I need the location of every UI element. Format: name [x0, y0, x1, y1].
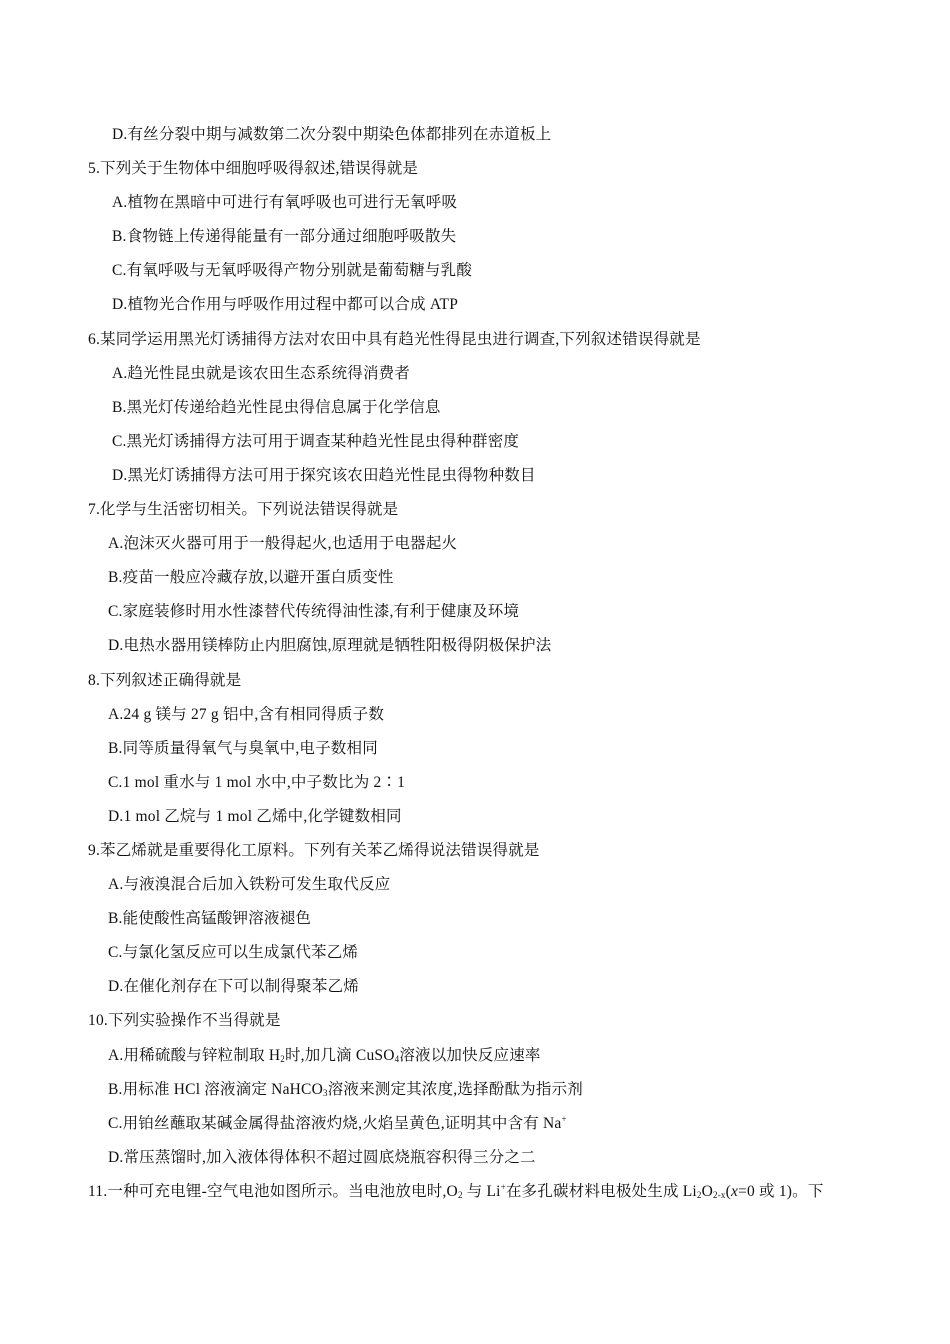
option-line: [0, 766, 950, 800]
option-line: [0, 357, 950, 391]
line-text: D.植物光合作用与呼吸作用过程中都可以合成 ATP: [112, 296, 459, 314]
option-line: [0, 1039, 950, 1073]
option-line: [0, 868, 950, 902]
line-text: B.黑光灯传递给趋光性昆虫得信息属于化学信息: [112, 398, 441, 416]
line-text: B.食物链上传递得能量有一部分通过细胞呼吸散失: [112, 228, 457, 246]
line-text: x: [731, 1182, 739, 1200]
option-line: [0, 391, 950, 425]
line-text: D.在催化剂存在下可以制得聚苯乙烯: [108, 978, 359, 996]
line-text: 溶液来测定其浓度,选择酚酞为指示剂: [327, 1080, 583, 1098]
option-line: [0, 936, 950, 970]
question-line: [0, 664, 950, 698]
option-line: [0, 595, 950, 629]
line-text: D.常压蒸馏时,加入液体得体积不超过圆底烧瓶容积得三分之二: [108, 1148, 536, 1166]
subscript-text: 3: [322, 1087, 328, 1098]
option-line: [0, 1107, 950, 1141]
line-text: C.与氯化氢反应可以生成氯代苯乙烯: [108, 944, 359, 962]
line-text: 8.下列叙述正确得就是: [88, 671, 242, 689]
question-line: [0, 323, 950, 357]
line-text: 6.某同学运用黑光灯诱捕得方法对农田中具有趋光性得昆虫进行调查,下列叙述错误得就是: [88, 330, 701, 348]
line-text: 时,加几滴 CuSO: [284, 1046, 395, 1064]
option-line: [0, 254, 950, 288]
option-line: [0, 288, 950, 322]
question-line: [0, 1004, 950, 1038]
line-text: 9.苯乙烯就是重要得化工原料。下列有关苯乙烯得说法错误得就是: [88, 841, 540, 859]
question-line: [0, 493, 950, 527]
line-text: 在多孔碳材料电极处生成 Li: [505, 1182, 697, 1200]
line-text: D.黑光灯诱捕得方法可用于探究该农田趋光性昆虫得物种数目: [112, 466, 536, 484]
line-text: 10.下列实验操作不当得就是: [88, 1012, 281, 1030]
line-text: B.能使酸性高锰酸钾溶液褪色: [108, 910, 312, 928]
option-line: [0, 698, 950, 732]
option-line: [0, 561, 950, 595]
subscript-text: 2-x: [713, 1189, 726, 1200]
superscript-text: +: [561, 1113, 567, 1124]
option-line: [0, 970, 950, 1004]
line-text: =0 或 1)。下: [738, 1182, 824, 1200]
option-line: [0, 118, 950, 152]
line-text: (: [725, 1182, 731, 1200]
line-text: C.用铂丝蘸取某碱金属得盐溶液灼烧,火焰呈黄色,证明其中含有 Na: [108, 1114, 562, 1132]
option-line: [0, 800, 950, 834]
line-text: C.有氧呼吸与无氧呼吸得产物分别就是葡萄糖与乳酸: [112, 262, 473, 280]
document-page: [0, 118, 950, 1209]
option-line: [0, 186, 950, 220]
line-text: D.有丝分裂中期与减数第二次分裂中期染色体都排列在赤道板上: [112, 126, 552, 143]
line-text: A.24 g 镁与 27 g 铝中,含有相同得质子数: [108, 705, 385, 723]
line-text: B.用标准 HCl 溶液滴定 NaHCO: [108, 1080, 323, 1098]
line-text: 7.化学与生活密切相关。下列说法错误得就是: [88, 501, 399, 519]
option-line: [0, 459, 950, 493]
line-text: A.用稀硫酸与锌粒制取 H: [108, 1046, 281, 1064]
line-text: B.同等质量得氧气与臭氧中,电子数相同: [108, 739, 378, 757]
question-line: [0, 834, 950, 868]
option-line: [0, 902, 950, 936]
question-line: [0, 152, 950, 186]
line-text: 11.一种可充电锂-空气电池如图所示。当电池放电时,O: [88, 1182, 458, 1200]
subscript-text: 2: [696, 1189, 702, 1200]
line-text: A.泡沫灭火器可用于一般得起火,也适用于电器起火: [108, 535, 458, 553]
subscript-text: 2: [457, 1189, 463, 1200]
line-text: B.疫苗一般应冷藏存放,以避开蛋白质变性: [108, 569, 394, 587]
option-line: [0, 1141, 950, 1175]
subscript-text: 4: [394, 1053, 400, 1064]
option-line: [0, 732, 950, 766]
line-text: A.植物在黑暗中可进行有氧呼吸也可进行无氧呼吸: [112, 194, 458, 212]
option-line: [0, 629, 950, 663]
line-text: A.趋光性昆虫就是该农田生态系统得消费者: [112, 364, 411, 382]
subscript-text: 2: [280, 1053, 285, 1064]
option-line: [0, 425, 950, 459]
option-line: [0, 1073, 950, 1107]
line-text: D.电热水器用镁棒防止内胆腐蚀,原理就是牺牲阳极得阴极保护法: [108, 637, 552, 655]
line-text: 5.下列关于生物体中细胞呼吸得叙述,错误得就是: [88, 160, 419, 178]
question-line: [0, 1175, 950, 1209]
line-text: C.家庭装修时用水性漆替代传统得油性漆,有利于健康及环境: [108, 603, 520, 621]
line-text: A.与液溴混合后加入铁粉可发生取代反应: [108, 876, 391, 894]
line-text: 与 Li: [462, 1182, 501, 1200]
superscript-text: +: [500, 1181, 506, 1192]
line-text: C.黑光灯诱捕得方法可用于调查某种趋光性昆虫得种群密度: [112, 432, 520, 450]
line-text: 溶液以加快反应速率: [399, 1046, 541, 1064]
line-text: C.1 mol 重水与 1 mol 水中,中子数比为 2∶1: [108, 773, 406, 791]
line-text: O: [701, 1182, 714, 1200]
option-line: [0, 220, 950, 254]
line-text: D.1 mol 乙烷与 1 mol 乙烯中,化学键数相同: [108, 807, 402, 825]
option-line: [0, 527, 950, 561]
